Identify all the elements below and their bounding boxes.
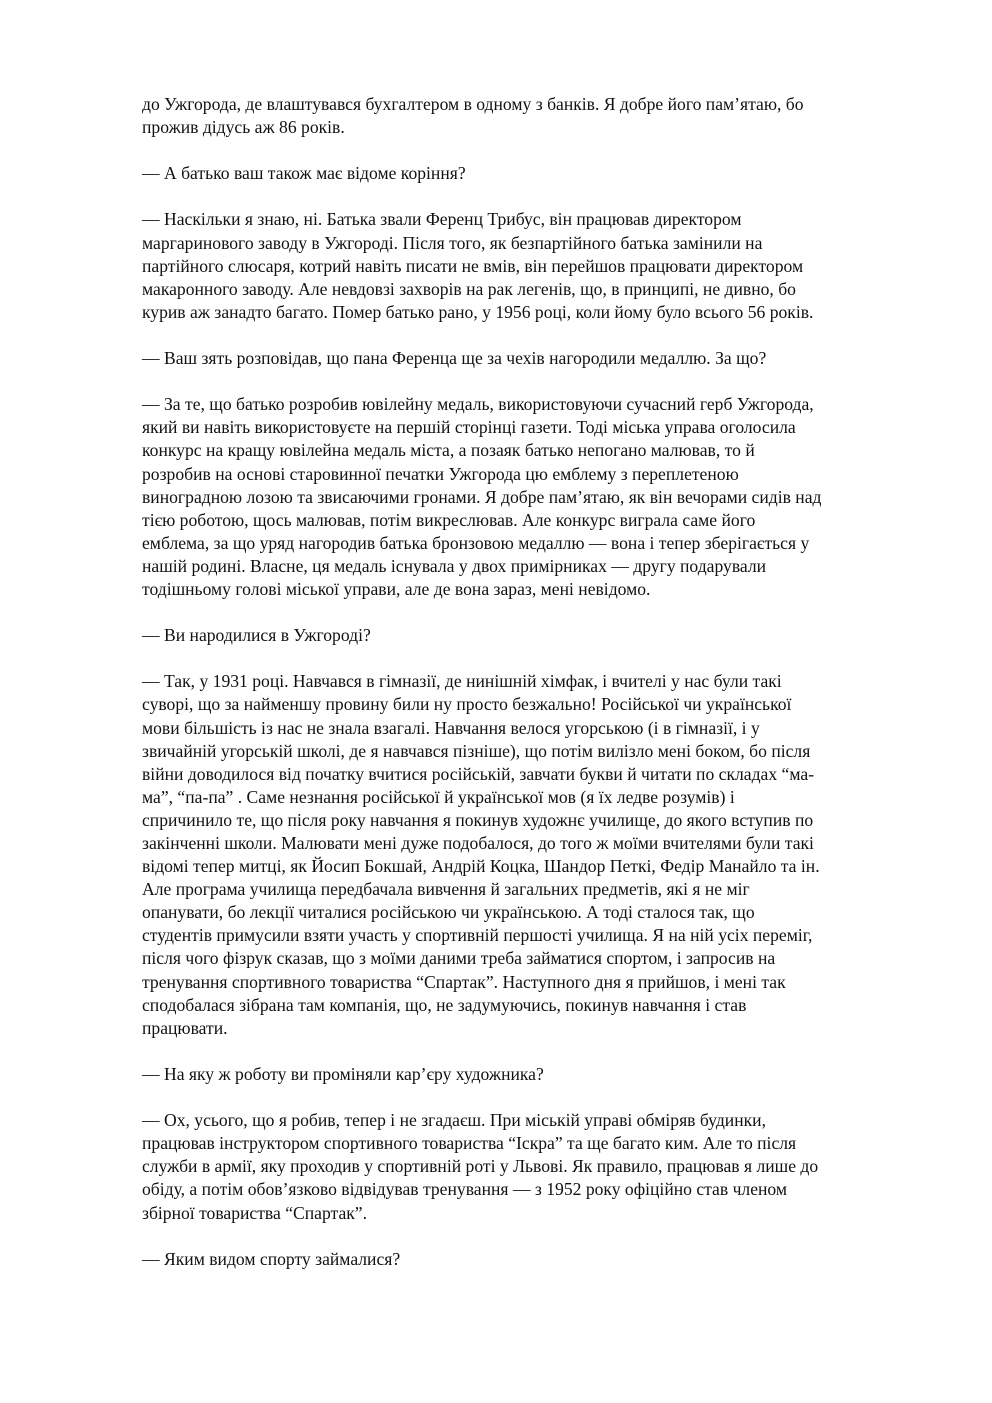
- text-line: — Яким видом спорту займалися?: [142, 1248, 401, 1269]
- paragraph: [142, 208, 922, 323]
- text-line: працювати.: [142, 1017, 228, 1038]
- text-line: виноградною лозою та звисаючими гронами. Я добре пам’ятаю, як він вечорами сидів над: [142, 486, 822, 507]
- paragraph: [142, 670, 922, 1040]
- text-line: курив аж занадто багато. Помер батько рано, у 1956 році, коли йому було всього 56 років.: [142, 301, 814, 322]
- text-line: тією роботою, щось малював, потім викреслював. Але конкурс виграла саме його: [142, 509, 756, 530]
- text-line: — Ваш зять розповідав, що пана Ференца ще за чехів нагородили медаллю. За що?: [142, 348, 767, 369]
- paragraph: [142, 93, 922, 139]
- text-line: працював інструктором спортивного товариства “Іскра” та ще багато ким. Але то після: [142, 1133, 797, 1154]
- text-line: опанувати, бо лекції читалися російською чи українською. А тоді сталося так, що: [142, 902, 755, 923]
- text-line: мови більшість із нас не знала взагалі. Навчання велося угорською (і в гімназії, і у: [142, 717, 760, 738]
- text-line: сподобалася зібрана там компанія, що, не задумуючись, покинув навчання і став: [142, 994, 747, 1015]
- text-line: після чого фізрук сказав, що з моїми даними треба займатися спортом, і запросив на: [142, 948, 776, 969]
- paragraph: [142, 624, 922, 647]
- text-line: відомі тепер митці, як Йосип Бокшай, Андрій Коцка, Шандор Петкі, Федір Манайло та ін.: [142, 856, 820, 877]
- text-line: суворі, що за найменшу провину били ну просто безжально! Російської чи української: [142, 694, 792, 715]
- text-line: звичайній угорській школі, де я навчався пізніше), що потім вилізло мені боком, бо після: [142, 740, 811, 761]
- text-line: конкурс на кращу ювілейна медаль міста, а позаяк батько непогано малював, то й: [142, 440, 755, 461]
- text-line: партійного слюсаря, котрий навіть писати не вмів, він перейшов працювати директором: [142, 255, 804, 276]
- text-line: — За те, що батько розробив ювілейну медаль, використовуючи сучасний герб Ужгорода,: [142, 394, 814, 415]
- text-line: — Ви народилися в Ужгороді?: [142, 625, 371, 646]
- text-line: тодішньому голові міської управи, але де вона зараз, мені невідомо.: [142, 578, 651, 599]
- document-page: [142, 93, 922, 1294]
- text-line: збірної товариства “Спартак”.: [142, 1202, 368, 1223]
- text-line: нашій родині. Власне, ця медаль існувала у двох примірниках — другу подарували: [142, 555, 767, 576]
- text-line: тренування спортивного товариства “Спартак”. Наступного дня я прийшов, і мені так: [142, 971, 786, 992]
- paragraph: [142, 347, 922, 370]
- text-line: закінченні школи. Малювати мені дуже подобалося, до того ж моїми вчителями були такі: [142, 833, 814, 853]
- paragraph: [142, 1063, 922, 1086]
- text-line: Але програма училища передбачала вивчення й загальних предметів, які я не міг: [142, 879, 750, 900]
- text-line: ма”, “па-па” . Саме незнання російської й української мов (я їх ледве розумів) і: [142, 786, 735, 807]
- text-line: спричинило те, що після року навчання я покинув художнє училище, до якого вступив по: [142, 809, 814, 830]
- text-line: студентів примусили взяти участь у спортивній першості училища. Я на ній усіх переміг,: [142, 925, 813, 946]
- paragraph: [142, 1248, 922, 1271]
- text-line: маргаринового заводу в Ужгороді. Після того, як безпартійного батька замінили на: [142, 232, 763, 253]
- text-line: розробив на основі старовинної печатки Ужгорода цю емблему з переплетеною: [142, 463, 739, 484]
- text-line: прожив дідусь аж 86 років.: [142, 117, 345, 138]
- text-line: — На яку ж роботу ви проміняли кар’єру художника?: [142, 1063, 544, 1084]
- text-line: до Ужгорода, де влаштувався бухгалтером в одному з банків. Я добре його пам’ятаю, бо: [142, 94, 804, 114]
- text-line: який ви навіть використовуєте на першій сторінці газети. Тоді міська управа оголосила: [142, 417, 796, 438]
- text-line: війни доводилося від початку вчитися російській, завчати букви й читати по складах “ма-: [142, 763, 815, 784]
- text-line: макаронного заводу. Але невдовзі захворів на рак легенів, що, в принципі, не дивно, бо: [142, 278, 796, 299]
- paragraph: [142, 1109, 922, 1224]
- paragraph: [142, 162, 922, 185]
- text-line: — Так, у 1931 році. Навчався в гімназії, де нинішній хімфак, і вчителі у нас були такі: [142, 671, 782, 692]
- paragraph: [142, 393, 922, 601]
- text-line: — А батько ваш також має відоме коріння?: [142, 163, 466, 184]
- text-line: — Наскільки я знаю, ні. Батька звали Ференц Трибус, він працював директором: [142, 209, 742, 230]
- text-line: емблема, за що уряд нагородив батька бронзовою медаллю — вона і тепер зберігається у: [142, 532, 810, 553]
- text-line: служби в армії, яку проходив у спортивній роті у Львові. Як правило, працював я лише до: [142, 1156, 819, 1177]
- text-line: — Ох, усього, що я робив, тепер і не згадаєш. При міській управі обміряв будинки,: [142, 1110, 766, 1131]
- text-line: обіду, а потім обов’язково відвідував тренування — з 1952 року офіційно став членом: [142, 1179, 788, 1200]
